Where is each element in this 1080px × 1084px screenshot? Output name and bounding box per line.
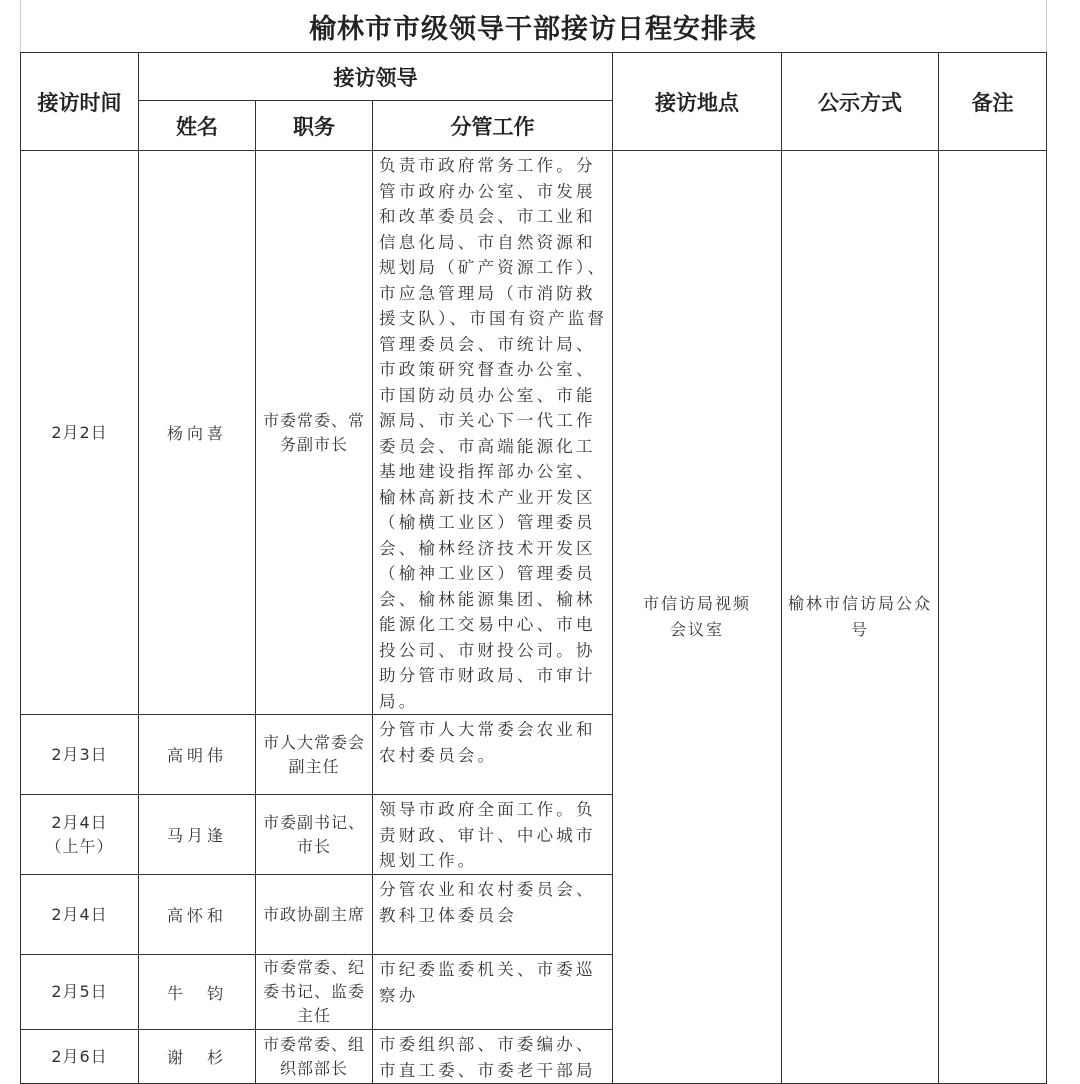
header-leader: 接访领导 — [139, 53, 613, 101]
position-cell: 市委副书记、市长 — [256, 795, 373, 875]
header-remarks: 备注 — [939, 53, 1047, 151]
date-cell: 2月2日 — [21, 151, 139, 715]
name-cell: 高怀和 — [139, 875, 256, 955]
name-cell: 马月逢 — [139, 795, 256, 875]
duties-cell: 领导市政府全面工作。负责财政、审计、中心城市规划工作。 — [373, 795, 613, 875]
duties-cell: 负责市政府常务工作。分管市政府办公室、市发展和改革委员会、市工业和信息化局、市自然资源和规划局（矿产资源工作）、市应急管理局（市消防救援支队）、市国有资产监督管理委员会、市统计局、市政策研究督查办公室、市国防动员办公室、市能源局、市关心下一代工作委员会、市高端能源化工基地建设指挥部办公室、榆林高新技术产业开发区（榆横工业区）管理委员会、榆林经济技术开发区（榆神工业区）管理委员会、榆林能源集团、榆林能源化工交易中心、市电投公司、市财投公司。协助分管市财政局、市审计局。 — [373, 151, 613, 715]
header-time: 接访时间 — [21, 53, 139, 151]
duties-cell: 市纪委监委机关、市委巡察办 — [373, 955, 613, 1030]
header-publicity: 公示方式 — [782, 53, 939, 151]
duties-cell: 分管市人大常委会农业和农村委员会。 — [373, 715, 613, 795]
name-cell: 牛 钧 — [139, 955, 256, 1030]
location-cell: 市信访局视频会议室 — [613, 151, 782, 1084]
position-cell: 市人大常委会副主任 — [256, 715, 373, 795]
header-name: 姓名 — [139, 101, 256, 151]
publicity-cell: 榆林市信访局公众号 — [782, 151, 939, 1084]
name-cell: 杨向喜 — [139, 151, 256, 715]
table-row — [21, 151, 1047, 715]
date-cell: 2月5日 — [21, 955, 139, 1030]
header-duties: 分管工作 — [373, 101, 613, 151]
name-cell: 谢 杉 — [139, 1030, 256, 1084]
header-position: 职务 — [256, 101, 373, 151]
remarks-cell — [939, 151, 1047, 1084]
date-cell: 2月3日 — [21, 715, 139, 795]
position-cell: 市委常委、组织部部长 — [256, 1030, 373, 1084]
grid-line — [1046, 0, 1047, 52]
position-cell: 市委常委、常务副市长 — [256, 151, 373, 715]
date-cell: 2月4日（上午） — [21, 795, 139, 875]
page-title: 榆林市市级领导干部接访日程安排表 — [309, 13, 757, 45]
date-cell: 2月4日 — [21, 875, 139, 955]
name-cell: 高明伟 — [139, 715, 256, 795]
duties-cell: 分管农业和农村委员会、教科卫体委员会 — [373, 875, 613, 955]
schedule-table — [20, 52, 1047, 1084]
date-cell: 2月6日 — [21, 1030, 139, 1084]
header-location: 接访地点 — [613, 53, 782, 151]
duties-cell: 市委组织部、市委编办、市直工委、市委老干部局 — [373, 1030, 613, 1084]
position-cell: 市政协副主席 — [256, 875, 373, 955]
position-cell: 市委常委、纪委书记、监委主任 — [256, 955, 373, 1030]
